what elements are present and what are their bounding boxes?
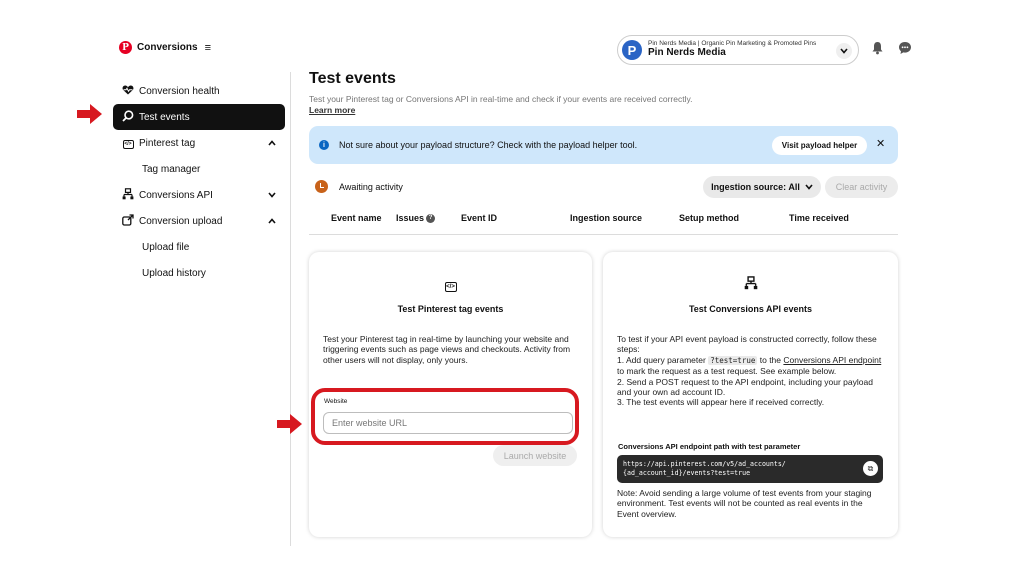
sidebar-item-label: Conversion health xyxy=(139,85,220,97)
account-avatar: P xyxy=(622,40,642,60)
banner-text: Not sure about your payload structure? Check with the payload helper tool. xyxy=(339,140,638,150)
test-param-code: ?test=true xyxy=(710,355,756,365)
help-icon[interactable]: ? xyxy=(426,214,435,223)
endpoint-title: Conversions API endpoint path with test parameter xyxy=(618,442,801,451)
sidebar-item-label: Conversion upload xyxy=(139,215,223,227)
sidebar-item-label: Pinterest tag xyxy=(139,137,196,149)
pinterest-logo-icon: P xyxy=(119,41,132,54)
table-divider xyxy=(309,234,898,235)
status-text: Awaiting activity xyxy=(339,181,403,192)
card-title: Test Conversions API events xyxy=(688,304,813,314)
sidebar-item-upload-file[interactable] xyxy=(113,234,285,260)
info-icon: i xyxy=(319,140,329,150)
chevron-down-icon[interactable] xyxy=(268,190,276,200)
network-icon xyxy=(122,188,134,203)
website-label: Website xyxy=(324,398,348,405)
account-name: Pin Nerds Media xyxy=(648,47,726,59)
account-subtitle: Pin Nerds Media | Organic Pin Marketing & Promoted Pins xyxy=(648,40,817,48)
sidebar-item-test-events[interactable] xyxy=(113,104,285,130)
account-switcher[interactable] xyxy=(617,35,859,65)
sidebar-item-label: Upload history xyxy=(142,267,206,279)
clock-icon xyxy=(315,180,328,193)
red-arrow-icon xyxy=(77,103,103,125)
learn-more-link[interactable]: Learn more xyxy=(309,105,356,115)
close-icon[interactable]: ✕ xyxy=(876,138,886,150)
api-instructions: To test if your API event payload is constructed correctly, follow these steps: 1. Add query parameter ?test=true to the Conversions API endpoint to mark the request as a test request. See example below. 2. Send a POST request to the API endpoint, including your payload and your own ad account ID. 3. The test events will appear here if received correctly. xyxy=(617,334,882,408)
sidebar-divider xyxy=(290,72,291,546)
highlight-box xyxy=(311,388,579,445)
copy-icon[interactable]: ⧉ xyxy=(863,461,878,476)
column-header: Time received xyxy=(789,213,849,223)
api-note: Note: Avoid sending a large volume of test events from your staging environment. Test events will not be counted as real events in the Event overview. xyxy=(617,488,872,519)
red-arrow-icon xyxy=(277,413,303,435)
column-header: Ingestion source xyxy=(570,213,643,223)
clear-activity-button[interactable]: Clear activity xyxy=(825,176,898,198)
column-header-issues: Issues ? xyxy=(396,213,435,223)
sidebar-item-pinterest-tag[interactable] xyxy=(113,130,285,156)
code-tag-icon: </> xyxy=(124,141,132,147)
test-search-icon xyxy=(122,110,134,125)
code-tag-icon: </> xyxy=(446,284,455,290)
endpoint-code-block: https://api.pinterest.com/v5/ad_accounts/ {ad_account_id}/events?test=true ⧉ xyxy=(617,455,883,483)
chevron-up-icon[interactable] xyxy=(268,216,276,226)
column-header: Setup method xyxy=(679,213,739,223)
ingestion-source-dropdown[interactable] xyxy=(703,176,821,198)
chevron-down-icon xyxy=(805,184,813,190)
page-subtitle: Test your Pinterest tag or Conversions API in real-time and check if your events are received correctly. xyxy=(309,94,693,104)
card-title: Test Pinterest tag events xyxy=(397,304,504,314)
sidebar-item-label: Conversions API xyxy=(139,189,213,201)
chevron-down-icon[interactable] xyxy=(836,43,852,59)
sidebar-nav xyxy=(113,78,285,286)
sidebar-item-tag-manager[interactable] xyxy=(113,156,285,182)
ingestion-source-label: Ingestion source: All xyxy=(711,182,800,192)
upload-icon xyxy=(122,214,134,229)
sidebar-item-conversion-health[interactable] xyxy=(113,78,285,104)
app-brand[interactable] xyxy=(119,41,211,54)
launch-website-button[interactable]: Launch website xyxy=(493,445,577,466)
sidebar-item-label: Upload file xyxy=(142,241,190,253)
visit-payload-helper-button[interactable]: Visit payload helper xyxy=(772,136,867,155)
activity-status xyxy=(315,180,403,193)
network-icon xyxy=(603,276,898,293)
heart-pulse-icon xyxy=(122,85,134,98)
conversions-api-card xyxy=(603,252,898,537)
app-title: Conversions xyxy=(137,42,198,53)
column-header: Event name xyxy=(331,213,382,223)
sidebar-item-conversion-upload[interactable] xyxy=(113,208,285,234)
column-header: Event ID xyxy=(461,213,498,223)
chevron-up-icon[interactable] xyxy=(268,138,276,148)
hamburger-menu-icon[interactable]: ≡ xyxy=(204,41,211,54)
sidebar-item-label: Test events xyxy=(139,111,190,123)
bell-icon[interactable] xyxy=(870,41,884,55)
messages-icon[interactable] xyxy=(898,41,912,55)
website-url-input[interactable]: Enter website URL xyxy=(323,412,573,434)
sidebar-item-label: Tag manager xyxy=(142,163,201,175)
page-title: Test events xyxy=(309,70,396,87)
sidebar-item-upload-history[interactable] xyxy=(113,260,285,286)
card-description: Test your Pinterest tag in real-time by launching your website and triggering events such as page views and checkouts. Activity from other users will not display, only yours. xyxy=(323,334,571,365)
payload-helper-banner xyxy=(309,126,898,164)
conversions-api-endpoint-link[interactable]: Conversions API endpoint xyxy=(783,354,882,365)
sidebar-item-conversions-api[interactable] xyxy=(113,182,285,208)
